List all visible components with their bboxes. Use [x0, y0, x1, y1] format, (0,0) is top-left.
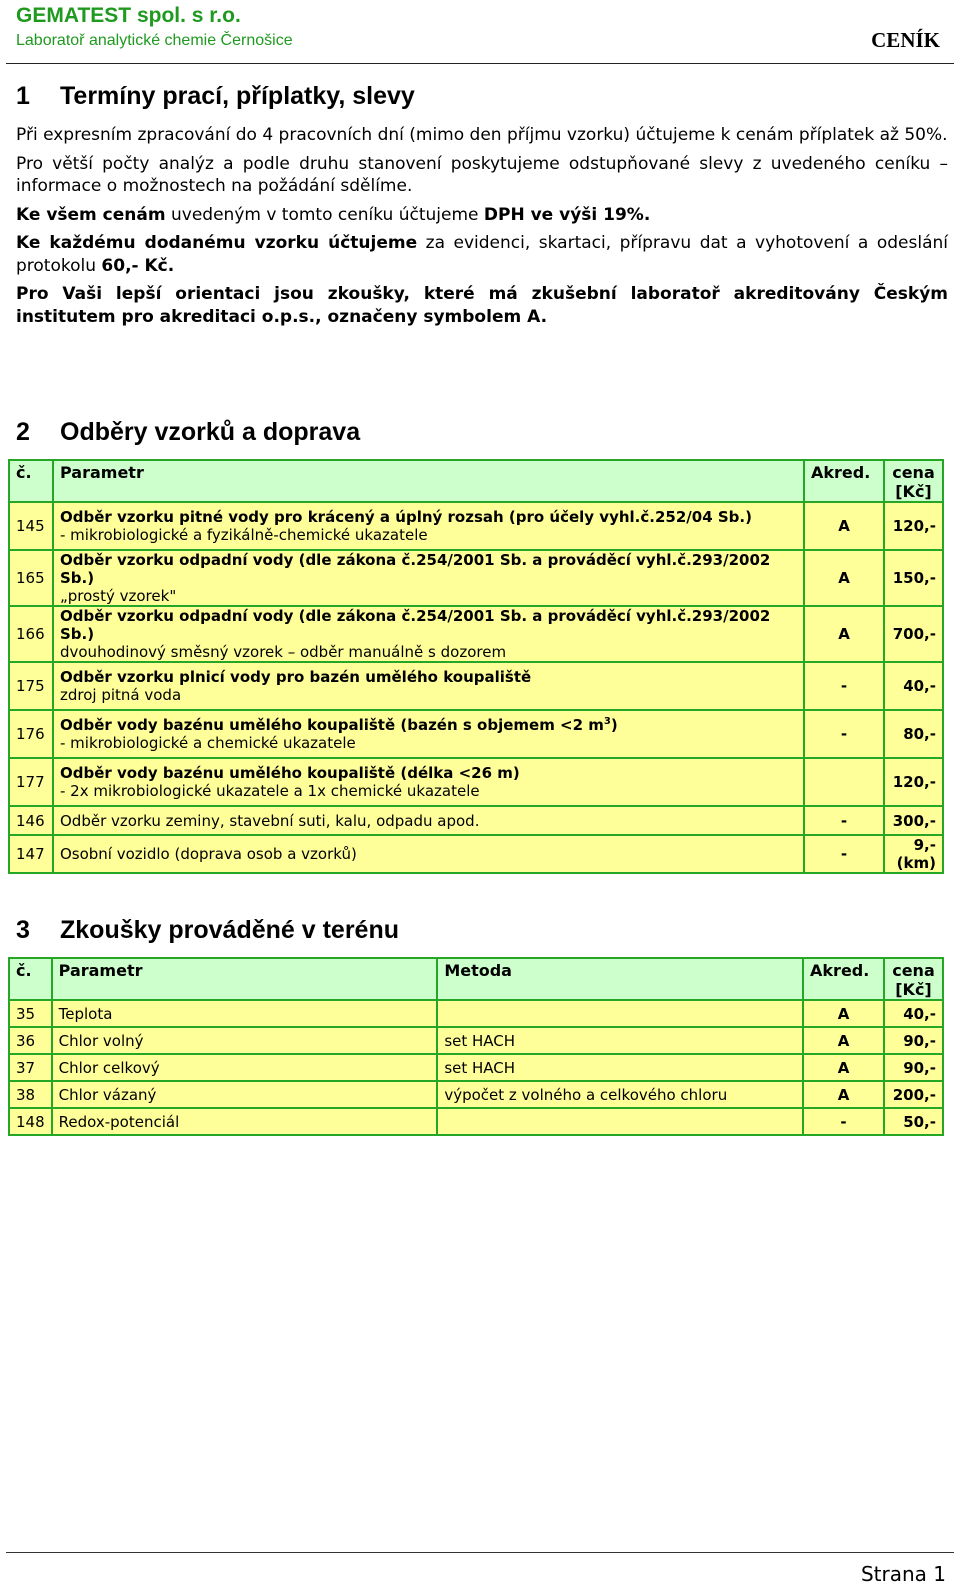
row-number: 35 — [9, 1000, 52, 1027]
table-row — [9, 1000, 943, 1027]
table-row — [9, 1108, 943, 1135]
row-parameter: Chlor celkový — [52, 1054, 438, 1081]
row-method — [437, 1108, 803, 1135]
row-parameter: Chlor volný — [52, 1027, 438, 1054]
row-price: 700,- — [884, 606, 943, 662]
row-price: 50,- — [884, 1108, 943, 1135]
row-parameter: Osobní vozidlo (doprava osob a vzorků) — [53, 835, 804, 873]
row-parameter: Odběr vzorku pitné vody pro krácený a úplný rozsah (pro účely vyhl.č.252/04 Sb.) - mikrobiologické a fyzikálně-chemické ukazatele — [53, 502, 804, 550]
row-number: 38 — [9, 1081, 52, 1108]
table-row — [9, 550, 943, 606]
row-price: 200,- — [884, 1081, 943, 1108]
footer-rule — [6, 1552, 954, 1553]
row-number: 177 — [9, 758, 53, 806]
sampling-table — [8, 459, 944, 874]
table-row — [9, 662, 943, 710]
table-row — [9, 606, 943, 662]
row-parameter: Odběr vzorku plnicí vody pro bazén umělého koupaliště zdroj pitná voda — [53, 662, 804, 710]
row-price: 120,- — [884, 758, 943, 806]
row-parameter: Teplota — [52, 1000, 438, 1027]
row-method: set HACH — [437, 1054, 803, 1081]
col-method: Metoda — [437, 958, 803, 1000]
col-parameter: Parametr — [53, 460, 804, 502]
table-row — [9, 835, 943, 873]
col-number: č. — [9, 958, 52, 1000]
paragraph-accreditation: Pro Vaši lepší orientaci jsou zkoušky, které má zkušební laboratoř akreditovány Českým institutem pro akreditaci o.p.s., označeny symbolem A. — [16, 284, 948, 327]
paragraph-protocol-fee: Ke každému dodanému vzorku účtujeme za evidenci, skartaci, přípravu dat a vyhotovení a odeslání protokolu 60,- Kč. — [16, 233, 948, 276]
row-price: 300,- — [884, 806, 943, 835]
row-method — [437, 1000, 803, 1027]
row-parameter: Chlor vázaný — [52, 1081, 438, 1108]
section-1-heading: 1 Termíny prací, příplatky, slevy — [16, 82, 415, 110]
row-number: 146 — [9, 806, 53, 835]
row-accreditation: - — [804, 662, 884, 710]
row-number: 165 — [9, 550, 53, 606]
row-accreditation: A — [803, 1054, 884, 1081]
table-row — [9, 1081, 943, 1108]
row-parameter: Odběr vzorku odpadní vody (dle zákona č.254/2001 Sb. a prováděcí vyhl.č.293/2002 Sb.) dvouhodinový směsný vzorek – odběr manuálně s dozorem — [53, 606, 804, 662]
col-number: č. — [9, 460, 53, 502]
row-number: 37 — [9, 1054, 52, 1081]
row-price: 80,- — [884, 710, 943, 758]
col-accreditation: Akred. — [804, 460, 884, 502]
paragraph-discounts: Pro větší počty analýz a podle druhu stanovení poskytujeme odstupňované slevy z uvedeného ceníku – informace o možnostech na požádání sdělíme. — [16, 153, 948, 196]
row-accreditation: A — [804, 502, 884, 550]
table-row — [9, 1027, 943, 1054]
row-number: 175 — [9, 662, 53, 710]
field-tests-table — [8, 957, 944, 1136]
row-accreditation: - — [804, 806, 884, 835]
row-price: 90,- — [884, 1027, 943, 1054]
col-price: cena [Kč] — [884, 460, 943, 502]
col-accreditation: Akred. — [803, 958, 884, 1000]
row-price: 9,- (km) — [884, 835, 943, 873]
section-1-body — [16, 124, 948, 328]
table-row — [9, 502, 943, 550]
row-number: 36 — [9, 1027, 52, 1054]
table-row — [9, 1054, 943, 1081]
row-price: 40,- — [884, 662, 943, 710]
row-accreditation: A — [804, 606, 884, 662]
row-accreditation — [804, 758, 884, 806]
col-price: cena [Kč] — [884, 958, 943, 1000]
table-row — [9, 758, 943, 806]
row-price: 120,- — [884, 502, 943, 550]
paragraph-express: Při expresním zpracování do 4 pracovních dní (mimo den příjmu vzorku) účtujeme k cenám příplatek až 50%. — [16, 125, 948, 145]
row-accreditation: A — [804, 550, 884, 606]
row-parameter: Odběr vody bazénu umělého koupaliště (bazén s objemem <2 $m^3$) - mikrobiologické a chemické ukazatele — [53, 710, 804, 758]
row-method: set HACH — [437, 1027, 803, 1054]
lab-name: Laboratoř analytické chemie Černošice — [16, 32, 293, 49]
row-number: 176 — [9, 710, 53, 758]
row-price: 90,- — [884, 1054, 943, 1081]
row-number: 166 — [9, 606, 53, 662]
row-parameter: Odběr vzorku odpadní vody (dle zákona č.254/2001 Sb. a prováděcí vyhl.č.293/2002 Sb.) „prostý vzorek" — [53, 550, 804, 606]
table-row — [9, 710, 943, 758]
row-number: 148 — [9, 1108, 52, 1135]
table-row — [9, 806, 943, 835]
row-accreditation: A — [803, 1000, 884, 1027]
row-number: 147 — [9, 835, 53, 873]
section-3-heading: 3 Zkoušky prováděné v terénu — [16, 916, 400, 944]
row-accreditation: - — [803, 1108, 884, 1135]
row-price: 40,- — [884, 1000, 943, 1027]
page-number: Strana 1 — [860, 1562, 946, 1586]
header-rule — [6, 63, 954, 64]
table-header-row — [9, 958, 943, 1000]
row-parameter: Odběr vzorku zeminy, stavební suti, kalu, odpadu apod. — [53, 806, 804, 835]
row-parameter: Redox-potenciál — [52, 1108, 438, 1135]
col-parameter: Parametr — [52, 958, 438, 1000]
row-accreditation: A — [803, 1027, 884, 1054]
row-method: výpočet z volného a celkového chloru — [437, 1081, 803, 1108]
row-number: 145 — [9, 502, 53, 550]
paragraph-vat: Ke všem cenám uvedeným v tomto ceníku účtujeme DPH ve výši 19%. — [16, 204, 651, 225]
row-accreditation: - — [804, 835, 884, 873]
row-accreditation: A — [803, 1081, 884, 1108]
document-title: CENÍK — [871, 28, 940, 52]
row-parameter: Odběr vody bazénu umělého koupaliště (délka <26 m) - 2x mikrobiologické ukazatele a 1x chemické ukazatele — [53, 758, 804, 806]
company-name: GEMATEST spol. s r.o. — [16, 4, 241, 27]
section-2-heading: 2 Odběry vzorků a doprava — [16, 418, 361, 446]
row-price: 150,- — [884, 550, 943, 606]
table-header-row — [9, 460, 943, 502]
row-accreditation: - — [804, 710, 884, 758]
